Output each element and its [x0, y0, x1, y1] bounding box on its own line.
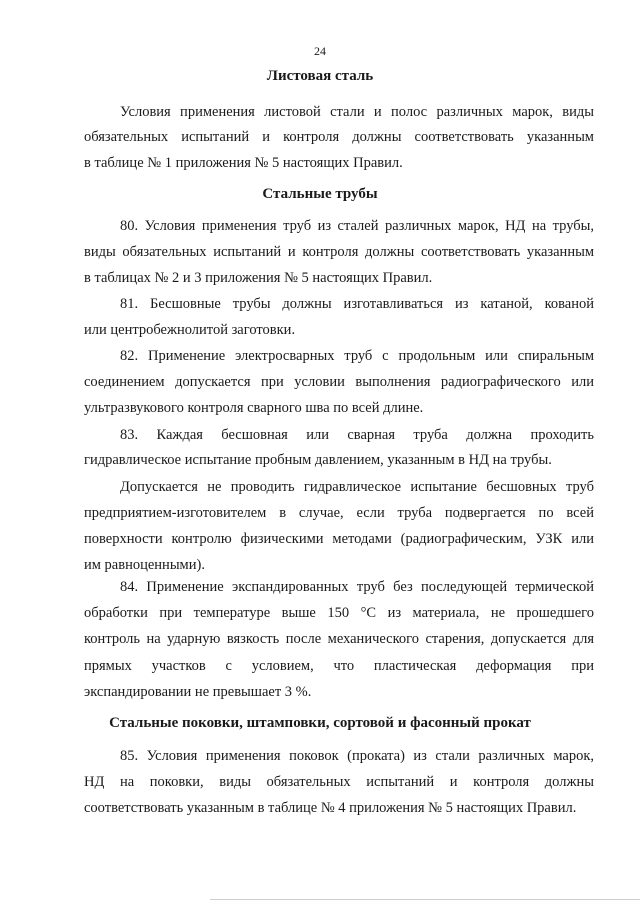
paragraph-line: 82. Применение электросварных труб с продольным или спиральным — [120, 348, 594, 364]
paragraph-line: им равноценными). — [84, 557, 205, 573]
paragraph-line: соединением допускается при условии выполнения радиографического или — [84, 374, 594, 390]
paragraph-line: или центробежнолитой заготовки. — [84, 322, 296, 338]
paragraph-line: контроль на ударную вязкость после механического старения, допускается для — [84, 631, 594, 647]
scan-edge-line — [210, 899, 640, 900]
paragraph-line: прямых участков с условием, что пластическая деформация при — [84, 658, 594, 674]
paragraph-line: 83. Каждая бесшовная или сварная труба должна проходить — [120, 427, 594, 443]
page-number: 24 — [314, 44, 326, 58]
paragraph-line: 80. Условия применения труб из сталей различных марок, НД на трубы, — [120, 218, 594, 234]
paragraph-line: 85. Условия применения поковок (проката) из стали различных марок, — [120, 748, 594, 764]
paragraph-line: ультразвукового контроля сварного шва по всей длине. — [84, 400, 424, 416]
paragraph-line: поверхности контролю физическими методами (радиографическим, УЗК или — [84, 531, 594, 547]
paragraph-line: в таблицах № 2 и 3 приложения № 5 настоящих Правил. — [84, 270, 433, 286]
paragraph-line: предприятием-изготовителем в случае, если труба подвергается по всей — [84, 505, 594, 521]
paragraph-line: 84. Применение экспандированных труб без последующей термической — [120, 579, 594, 595]
paragraph-line: виды обязательных испытаний и контроля должны соответствовать указанным — [84, 244, 594, 260]
paragraph-line: экспандировании не превышает 3 %. — [84, 684, 312, 700]
paragraph-line: в таблице № 1 приложения № 5 настоящих Правил. — [84, 155, 403, 171]
heading-steel-pipes: Стальные трубы — [262, 186, 378, 202]
paragraph-line: гидравлическое испытание пробным давлением, указанным в НД на трубы. — [84, 452, 552, 468]
paragraph-line: 81. Бесшовные трубы должны изготавливаться из катаной, кованой — [120, 296, 594, 312]
paragraph-line: Допускается не проводить гидравлическое испытание бесшовных труб — [120, 479, 594, 495]
paragraph-line: Условия применения листовой стали и полос различных марок, виды — [120, 104, 594, 120]
paragraph-line: НД на поковки, виды обязательных испытаний и контроля должны — [84, 774, 594, 790]
paragraph-line: соответствовать указанным в таблице № 4 приложения № 5 настоящих Правил. — [84, 800, 577, 816]
heading-sheet-steel: Листовая сталь — [266, 68, 374, 84]
paragraph-line: обработки при температуре выше 150 °С из материала, не прошедшего — [84, 605, 594, 621]
paragraph-line: обязательных испытаний и контроля должны соответствовать указанным — [84, 129, 594, 145]
heading-forgings: Стальные поковки, штамповки, сортовой и фасонный прокат — [109, 715, 531, 731]
